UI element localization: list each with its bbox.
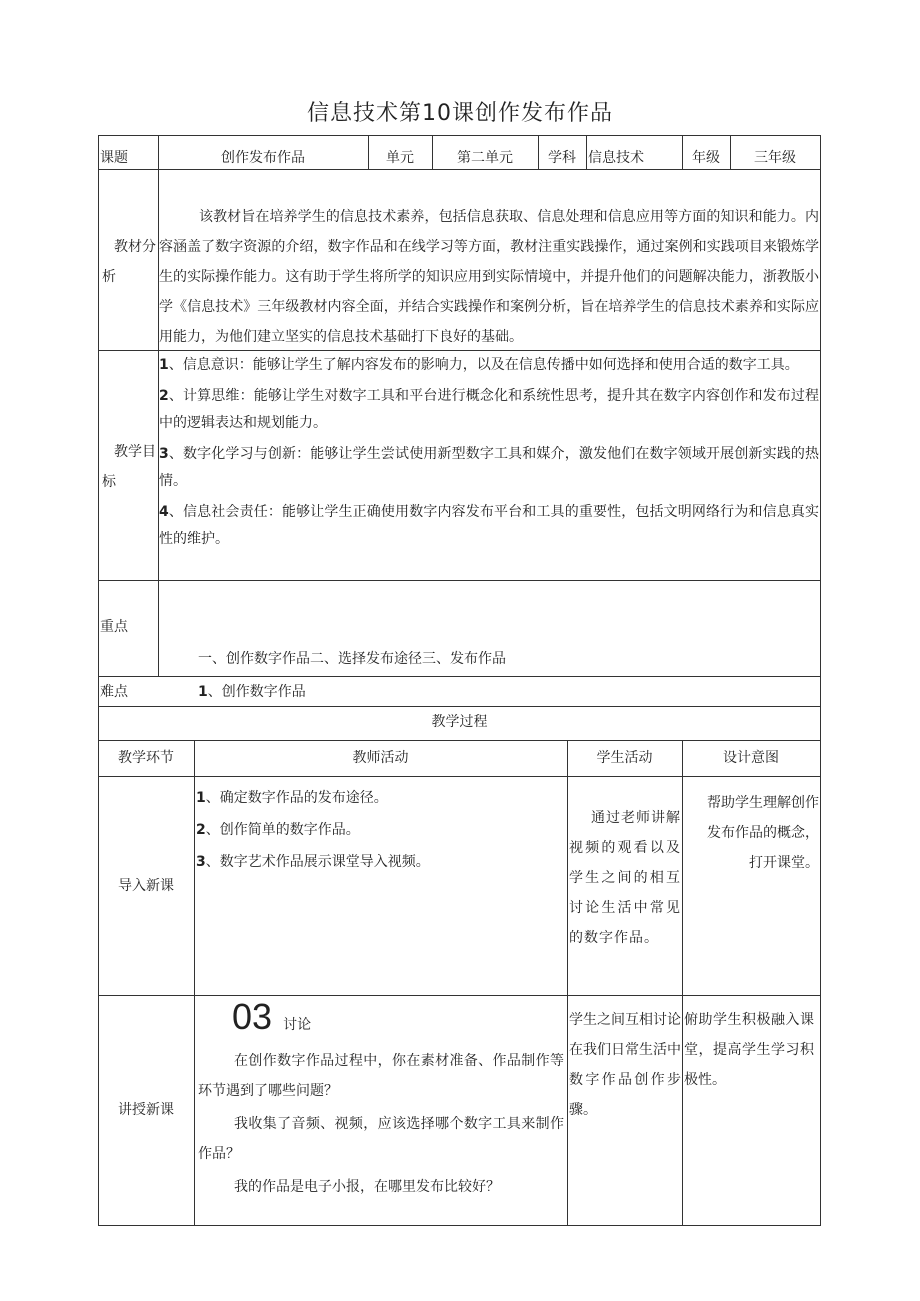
list-item: 2、创作简单的数字作品。 [196,822,360,838]
intro-design-intent: 帮助学生理解创作发布作品的概念，打开课堂。 [707,795,819,871]
discussion-question: 我的作品是电子小报，在哪里发布比较好？ [234,1179,500,1195]
intro-teacher-activities [196,782,564,878]
difficulty-label: 难点 [100,684,128,700]
list-item: 3、数字艺术作品展示课堂导入视频。 [196,854,430,870]
lesson-value: 创作发布作品 [221,150,305,166]
analysis-label-line1: 教材分 [114,239,156,255]
teaching-design-intent: 俯助学生积极融入课堂，提高学生学习积极性。 [684,1012,814,1088]
grade-value: 三年级 [754,150,796,166]
goals-label [100,437,158,497]
goals-list [159,352,819,553]
list-item: 1、确定数字作品的发布途径。 [196,790,388,806]
subject-value: 信息技术 [588,150,644,166]
analysis-label-line2: 析 [102,269,116,285]
unit-label: 单元 [386,150,414,166]
goal-item: 1、信息意识：能够让学生了解内容发布的影响力，以及在信息传播中如何选择和使用合适的数字工具。 [159,357,799,373]
teaching-student-activity: 学生之间互相讨论在我们日常生活中数字作品创作步骤。 [569,1012,681,1118]
grade-label: 年级 [692,150,720,166]
unit-value: 第二单元 [457,150,513,166]
discussion-question: 在创作数字作品过程中，你在素材准备、作品制作等环节遇到了哪些问题？ [198,1053,564,1099]
analysis-label [100,232,158,292]
subject-label: 学科 [548,150,576,166]
analysis-text: 该教材旨在培养学生的信息技术素养，包括信息获取、信息处理和信息应用等方面的知识和能力。内容涵盖了数字资源的介绍，数字作品和在线学习等方面，教材注重实践操作，通过案例和实践项目来锻炼学生的实际操作能力。这有助于学生将所学的知识应用到实际情境中，并提升他们的问题解决能力，浙教版小学《信息技术》三年级教材内容全面，并结合实践操作和案例分析，旨在培养学生的信息技术素养和实际应用能力，为他们建立坚实的信息技术基础打下良好的基础。 [159,209,819,345]
goals-label-line1: 教学目 [114,444,156,460]
col-header-student: 学生活动 [596,750,653,766]
stage-teaching: 讲授新课 [118,1102,174,1118]
difficulty-text: 1、创作数字作品 [198,684,306,700]
discussion-heading: 03 讨论 [232,996,312,1037]
col-header-intent: 设计意图 [723,750,779,766]
process-title: 教学过程 [431,714,488,730]
stage-intro: 导入新课 [118,878,174,894]
keypoints-text: 一、创作数字作品二、选择发布途径三、发布作品 [198,651,506,667]
intro-student-activity: 通过老师讲解视频的观看以及学生之间的相互讨论生活中常见的数字作品。 [569,810,681,946]
teaching-teacher-activities [198,1046,564,1202]
goal-item: 4、信息社会责任：能够让学生正确使用数字内容发布平台和工具的重要性，包括文明网络行为和信息真实性的维护。 [159,504,819,547]
col-header-teacher: 教师活动 [352,750,409,766]
discussion-question: 我收集了音频、视频，应该选择哪个数字工具来制作作品？ [198,1116,564,1162]
goal-item: 3、数字化学习与创新：能够让学生尝试使用新型数字工具和媒介，激发他们在数字领域开展创新实践的热情。 [159,446,819,489]
goals-label-line2: 标 [102,474,116,490]
lesson-label: 课题 [100,150,128,166]
document-title: 信息技术第10课创作发布作品 [307,101,613,126]
col-header-stage: 教学环节 [118,750,174,766]
goal-item: 2、计算思维：能够让学生对数字工具和平台进行概念化和系统性思考，提升其在数字内容创作和发布过程中的逻辑表达和规划能力。 [159,388,819,431]
keypoints-label: 重点 [100,619,128,635]
